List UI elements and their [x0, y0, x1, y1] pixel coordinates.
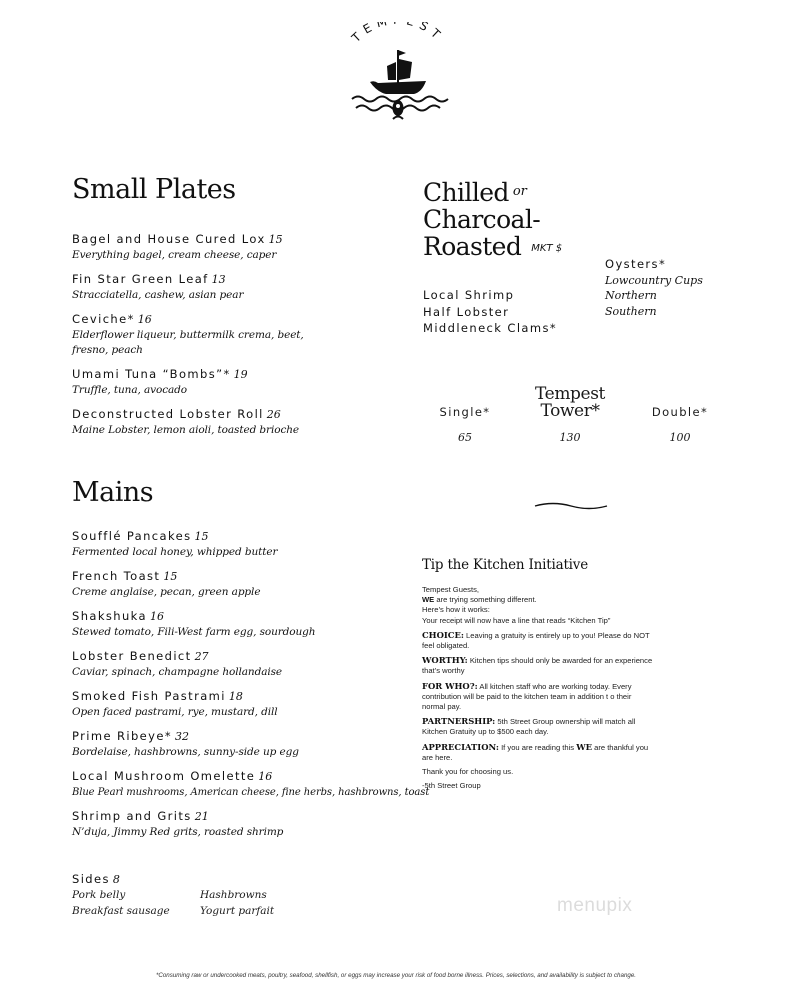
item-name: Fin Star Green Leaf — [72, 272, 209, 286]
tip-intro-greeting: Tempest Guests, — [422, 585, 479, 594]
item-price: 32 — [174, 730, 189, 743]
tip-we: WE — [422, 595, 435, 605]
item-name: Umami Tuna “Bombs”* — [72, 367, 231, 381]
oyster-item: Southern — [605, 304, 657, 318]
item-price: 15 — [268, 233, 283, 246]
raw-bar-or: or — [512, 184, 527, 199]
side-item: Breakfast sausage — [72, 904, 170, 917]
item-price: 16 — [137, 313, 152, 326]
item-name: Ceviche* — [72, 312, 135, 326]
menu-item — [72, 648, 402, 680]
item-price: 13 — [211, 273, 226, 286]
item-name: Shakshuka — [72, 609, 147, 623]
tower-single — [430, 405, 500, 444]
raw-bar-items — [423, 287, 557, 337]
sides-price: 8 — [112, 873, 120, 886]
tower-tempest-label-line2: Tower* — [540, 401, 600, 421]
raw-bar-title-line1: Chilled — [423, 178, 509, 207]
small-plates-title: Small Plates — [72, 174, 236, 205]
tip-worthy — [422, 655, 654, 676]
item-description: Open faced pastrami, rye, mustard, dill — [72, 706, 278, 718]
item-price: 18 — [228, 690, 243, 703]
tip-signoff: -5th Street Group — [422, 781, 481, 791]
item-description: Bordelaise, hashbrowns, sunny-side up egg — [72, 746, 299, 758]
tip-partnership-label: PARTNERSHIP: — [422, 716, 496, 727]
item-name: Lobster Benedict — [72, 649, 192, 663]
menu-item — [72, 728, 402, 760]
tip-appreciation — [422, 742, 654, 763]
item-name: Bagel and House Cured Lox — [72, 232, 266, 246]
item-name: Soufflé Pancakes — [72, 529, 192, 543]
wave-divider-icon — [533, 500, 609, 512]
item-price: 15 — [163, 570, 178, 583]
item-price: 21 — [194, 810, 209, 823]
item-description: Truffle, tuna, avocado — [72, 384, 187, 396]
tip-choice-label: CHOICE: — [422, 629, 464, 640]
item-name: Smoked Fish Pastrami — [72, 689, 226, 703]
tower-single-price: 65 — [458, 431, 472, 444]
tip-thanks: Thank you for choosing us. — [422, 767, 514, 777]
item-description: Blue Pearl mushrooms, American cheese, fine herbs, hashbrowns, toast — [72, 787, 430, 798]
item-description: Creme anglaise, pecan, green apple — [72, 586, 261, 598]
menu-item — [72, 688, 402, 720]
oysters-title: Oysters* — [605, 257, 667, 271]
tip-forwho-text: All kitchen staff who are working today. Every contribution will be paid to the kitchen team in addition t o their normal pay. — [422, 681, 632, 712]
item-description: Stracciatella, cashew, asian pear — [72, 289, 244, 301]
menu-item — [72, 568, 402, 600]
market-price-label: MKT $ — [531, 243, 563, 254]
side-item: Yogurt parfait — [200, 904, 275, 917]
oyster-item: Lowcountry Cups — [605, 273, 703, 287]
tip-appreciation-we: WE — [576, 741, 592, 752]
ship-logo-icon — [330, 22, 465, 137]
tip-intro-how: Here’s how it works: — [422, 605, 490, 615]
sides-section — [72, 871, 392, 919]
brand-name: TE EST — [349, 22, 447, 46]
menu-item — [72, 271, 402, 303]
tip-appreciation-text-end: are thankful you are here. — [422, 742, 649, 762]
raw-bar-item: Middleneck Clams* — [423, 321, 558, 335]
item-description: Stewed tomato, Fili-West farm egg, sourdough — [72, 626, 316, 638]
tip-appreciation-text: If you are reading this — [498, 742, 577, 752]
tip-kitchen-section — [422, 557, 654, 795]
tip-intro-line: are trying something different. — [434, 595, 537, 605]
item-price: 15 — [194, 530, 209, 543]
menu-item — [72, 366, 402, 398]
mains-title: Mains — [72, 477, 154, 508]
tip-forwho — [422, 681, 654, 713]
menu-item — [72, 608, 402, 640]
tip-intro — [422, 585, 654, 626]
tower-double-price: 100 — [669, 431, 691, 444]
tip-appreciation-label: APPRECIATION: — [422, 741, 499, 752]
raw-bar-title-line3: Roasted — [423, 232, 522, 261]
side-item: Hashbrowns — [200, 889, 267, 901]
tip-worthy-text: Kitchen tips should only be awarded for an experience that’s worthy — [422, 656, 653, 676]
tip-title: Tip the Kitchen Initiative — [422, 557, 589, 573]
tower-tempest-label-line1: Tempest — [535, 384, 605, 404]
sides-list — [72, 888, 392, 919]
item-name: Deconstructed Lobster Roll — [72, 407, 264, 421]
item-price: 16 — [258, 770, 273, 783]
raw-bar-item: Local Shrimp — [423, 288, 515, 302]
menu-item — [72, 311, 402, 358]
sides-title: Sides — [72, 872, 110, 886]
tip-choice-text: Leaving a gratuity is entirely up to you! Please do NOT feel obligated. — [422, 630, 650, 651]
item-name: Local Mushroom Omelette — [72, 769, 256, 783]
tower-tempest-price: 130 — [559, 431, 581, 444]
mains-list — [72, 528, 430, 848]
item-name: Prime Ribeye* — [72, 729, 172, 743]
small-plates-list — [72, 231, 402, 446]
tower-tempest — [520, 386, 620, 444]
oyster-item: Northern — [605, 289, 657, 302]
tower-single-label: Single* — [439, 405, 491, 419]
oysters-list — [605, 257, 703, 319]
tip-partnership-text: 5th Street Group ownership will match all Kitchen Gratuity up to $500 each day. — [422, 717, 636, 737]
item-price: 16 — [149, 610, 164, 623]
raw-bar-item: Half Lobster — [423, 304, 510, 319]
menu-item — [72, 406, 402, 438]
item-description: Maine Lobster, lemon aioli, toasted brioche — [72, 424, 300, 436]
tip-forwho-label: FOR WHO?: — [422, 680, 478, 691]
menu-item — [72, 528, 402, 560]
item-description: Fermented local honey, whipped butter — [72, 546, 278, 558]
allergy-footnote: *Consuming raw or undercooked meats, poultry, seafood, shellfish, or eggs may increase your risk of food borne illness. Prices, selections, and availability is subject to change. — [155, 972, 636, 979]
tip-choice — [422, 630, 654, 651]
tip-intro-receipt: Your receipt will now have a line that reads “Kitchen Tip” — [422, 615, 611, 625]
tower-double — [640, 405, 720, 444]
item-description: N’duja, Jimmy Red grits, roasted shrimp — [72, 826, 284, 838]
raw-bar-title — [423, 178, 562, 262]
menu-item — [72, 768, 430, 800]
item-name: French Toast — [72, 569, 161, 583]
menu-item — [72, 808, 402, 840]
tempest-logo — [330, 22, 465, 137]
item-description: Caviar, spinach, champagne hollandaise — [72, 666, 283, 678]
tip-partnership — [422, 716, 654, 737]
tip-worthy-label: WORTHY: — [422, 655, 468, 666]
raw-bar-title-line2: Charcoal- — [423, 205, 541, 234]
tower-double-label: Double* — [651, 405, 709, 419]
item-description: Elderflower liqueur, buttermilk crema, beet, fresno, peach — [72, 329, 304, 356]
svg-text:TEMPEST — [348, 22, 447, 46]
item-price: 26 — [266, 408, 281, 421]
menupix-watermark: menupix — [557, 895, 633, 916]
menu-item — [72, 231, 402, 263]
item-price: 19 — [233, 368, 248, 381]
item-price: 27 — [194, 650, 209, 663]
side-item: Pork belly — [72, 889, 126, 901]
item-name: Shrimp and Grits — [72, 809, 192, 823]
item-description: Everything bagel, cream cheese, caper — [72, 249, 277, 261]
